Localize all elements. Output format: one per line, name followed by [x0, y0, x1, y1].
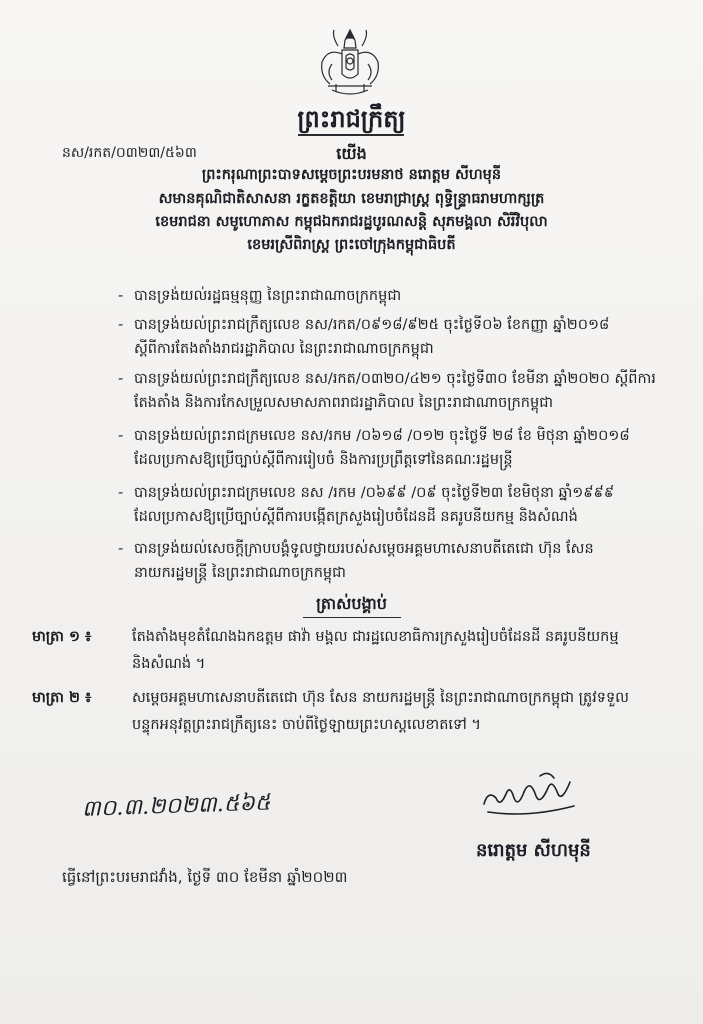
consideration-text: បានទ្រង់យល់ព្រះរាជក្រមលេខ នស /រកម /០៦៩៩ /០៩ ចុះថ្ងៃទី២៣ ខែមិថុនា ឆ្នាំ១៩៩៩ ដែលប្រកាសឱ្យប្រើច្បាប់ស្តីពីការបង្កើតក្រសួងរៀបចំដែនដី នគរូបនីយកម្ម និងសំណង់: [134, 485, 615, 525]
article-text: សម្តេចអគ្គមហាសេនាបតីតេជោ ហ៊ុន សែន នាយករដ្ឋមន្ត្រី នៃព្រះរាជាណាចក្រកម្ពុជា ត្រូវទទួល បន្ទុកអនុវត្តព្រះរាជក្រឹត្យនេះ ចាប់ពីថ្ងៃឡាយព្រះហស្តលេខាតទៅ ។: [132, 690, 629, 733]
reference-number: នស/រកត/០៣២៣/៥៦៣: [62, 145, 197, 161]
bullet-dash: -: [118, 288, 124, 304]
royal-title-line-1: ព្រះករុណាព្រះបាទសម្តេចព្រះបរមនាថ នរោត្តម សីហមុនី: [201, 167, 502, 183]
consideration-item-1: [118, 284, 658, 308]
consideration-text: បានទ្រង់យល់ព្រះរាជក្រឹត្យលេខ នស/រកត/០៣២០/៤២១ ចុះថ្ងៃទី៣០ ខែមីនា ឆ្នាំ២០២០ ស្តីពីការ តែងតាំង និងការកែសម្រួលសមាសភាពរាជរដ្ឋាភិបាល នៃព្រះរាជាណាចក្រកម្ពុជា: [134, 371, 656, 411]
royal-title-line-2: សមានគុណិជាតិសាសនា រក្ខតខត្តិយា ខេមរាជ្រាស្ត្រ ពុទ្ធិន្ទ្រាធរាមហាក្សត្រ: [158, 191, 545, 207]
bullet-dash: -: [118, 541, 124, 557]
article-label: មាត្រា ១ ៖: [32, 629, 92, 645]
article-text: តែងតាំងមុខតំណែងឯកឧត្តម ផាវ៉ា មង្គល ជារដ្ឋលេខាធិការក្រសួងរៀបចំដែនដី នគរូបនីយកម្ម និងសំណង់ ។: [132, 629, 619, 672]
bullet-dash: -: [118, 428, 124, 444]
article-1: [32, 624, 672, 678]
decision-underline: [303, 617, 401, 618]
royal-title-line-4: ខេមរស្រីពិរាស្ត្រ ព្រះចៅក្រុងកម្ពុជាធិបតី: [247, 237, 456, 253]
place-and-date: ធ្វើនៅព្រះបរមរាជវាំង, ថ្ងៃទី ៣០ ខែមីនា ឆ្នាំ២០២៣: [62, 868, 348, 886]
signer-name: នរោត្តម សីហមុនី: [476, 840, 591, 861]
title-underline: [298, 134, 404, 136]
consideration-text: បានទ្រង់យល់ព្រះរាជក្រឹត្យលេខ នស/រកត/០៩១៨/៩២៥ ចុះថ្ងៃទី០៦ ខែកញ្ញា ឆ្នាំ២០១៨ ស្តីពីការតែងតាំងរាជរដ្ឋាភិបាល នៃព្រះរាជាណាចក្រកម្ពុជា: [134, 317, 610, 357]
heading-we: យើង: [336, 144, 367, 163]
bullet-dash: -: [118, 371, 124, 387]
bullet-dash: -: [118, 317, 124, 333]
article-label: មាត្រា ២ ៖: [32, 690, 92, 706]
consideration-item-2: [118, 313, 658, 361]
consideration-item-4: [118, 424, 658, 472]
royal-title-line-3: ខេមរាជនា សមូហោភាស កម្ពុជឯករាជរដ្ឋបូរណសន្តិ សុភមង្គលា សិរីវិបុលា: [155, 214, 548, 230]
decision-heading: ត្រាស់បង្គាប់: [316, 594, 387, 613]
bullet-dash: -: [118, 485, 124, 501]
consideration-item-6: [118, 537, 658, 585]
consideration-item-3: [118, 367, 658, 415]
document-title: ព្រះរាជក្រឹត្យ: [297, 105, 406, 133]
consideration-text: បានទ្រង់យល់រដ្ឋធម្មនុញ្ញ នៃព្រះរាជាណាចក្រកម្ពុជា: [134, 288, 402, 304]
consideration-item-5: [118, 481, 658, 529]
consideration-text: បានទ្រង់យល់សេចក្តីក្រាបបង្គំទូលថ្វាយរបស់សម្តេចអគ្គមហាសេនាបតីតេជោ ហ៊ុន សែន នាយករដ្ឋមន្ត្រី នៃព្រះរាជាណាចក្រកម្ពុជា: [134, 541, 594, 581]
consideration-text: បានទ្រង់យល់ព្រះរាជក្រមលេខ នស/រកម /០៦១៨ /០១២ ចុះថ្ងៃទី ២៨ ខែ មិថុនា ឆ្នាំ២០១៨ ដែលប្រកាសឱ្យប្រើច្បាប់ស្តីពីការរៀបចំ និងការប្រព្រឹត្តទៅនៃគណៈរដ្ឋមន្ត្រី: [134, 428, 630, 468]
royal-coat-of-arms-icon: [312, 28, 388, 100]
royal-handwritten-signature-icon: [478, 768, 582, 822]
handwritten-reference: ៣០.៣.២០២៣.៥៦៥: [81, 790, 271, 822]
article-2: [32, 685, 672, 739]
